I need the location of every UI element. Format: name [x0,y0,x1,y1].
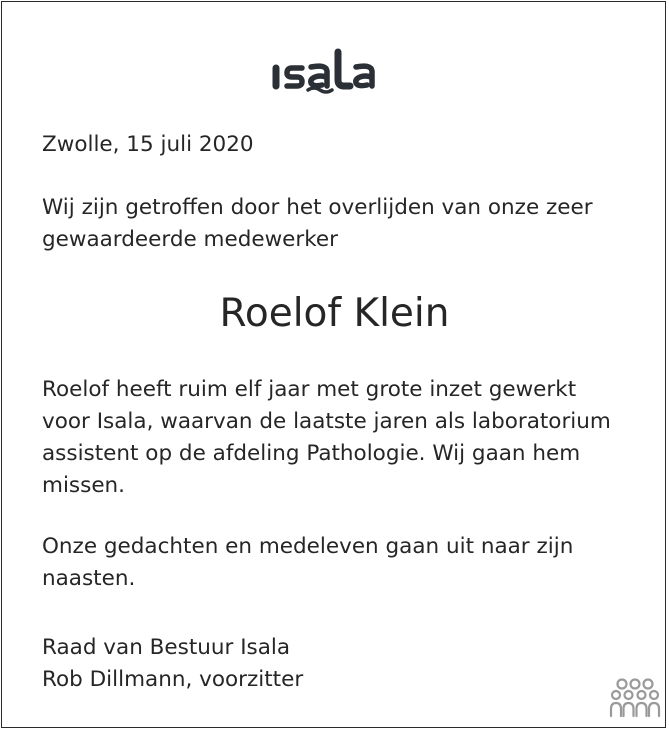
tribute-paragraph [42,374,611,502]
isala-logo [270,46,402,96]
notice-frame [1,1,666,728]
intro-line: Wij zijn getroffen door het overlijden van onze zeer [42,195,593,220]
people-group-icon [609,678,661,720]
tribute-line: voor Isala, waarvan de laatste jaren als laboratorium [42,409,611,434]
sympathy-paragraph [42,531,573,595]
signature-line: Rob Dillmann, voorzitter [42,667,304,692]
sympathy-line: naasten. [42,566,136,591]
tribute-line: assistent op de afdeling Pathologie. Wij gaan hem [42,441,581,466]
date-line: Zwolle, 15 juli 2020 [42,132,254,157]
tribute-line: missen. [42,473,126,498]
intro-paragraph [42,192,593,256]
sympathy-line: Onze gedachten en medeleven gaan uit naar zijn [42,534,574,559]
deceased-name: Roelof Klein [219,291,450,336]
signature-block [42,632,303,696]
isala-logo-graphic [270,46,402,96]
intro-line: gewaardeerde medewerker [42,227,338,252]
tribute-line: Roelof heeft ruim elf jaar met grote inzet gewerkt [42,377,577,402]
signature-line: Raad van Bestuur Isala [42,635,291,660]
